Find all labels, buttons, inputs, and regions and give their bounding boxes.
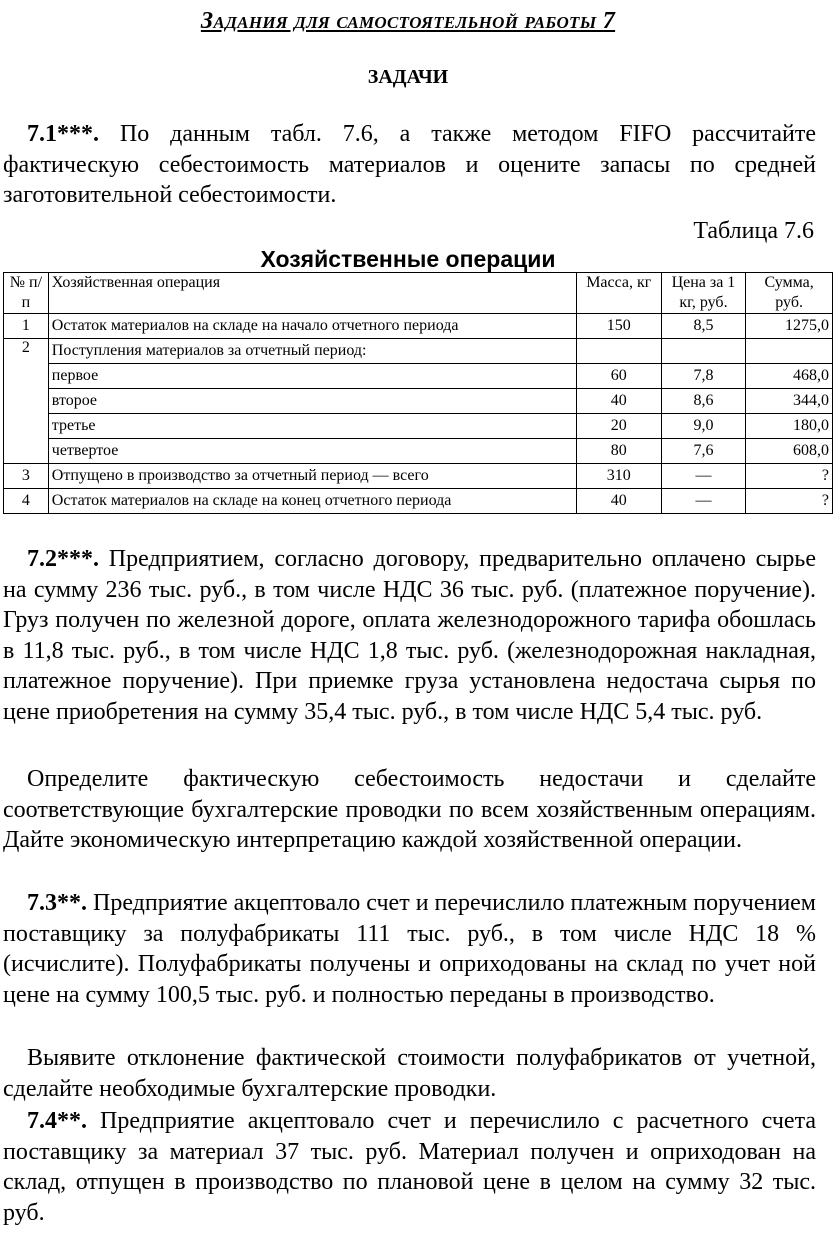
task-7-3-question: Выявите отклонение фактической стоимости полуфабрикатов от учетной, сделайте необходимые бухгалтерские проводки. (3, 1045, 816, 1102)
cell-price (661, 339, 746, 364)
cell-sum: 1275,0 (746, 314, 833, 339)
task-7-2 (3, 544, 816, 727)
cell-price: 9,0 (661, 414, 746, 439)
header-operation: Хозяйственная операция (48, 273, 576, 314)
table-row (4, 414, 833, 439)
table-row (4, 439, 833, 464)
task-number: 7.4**. (27, 1108, 87, 1134)
operations-table (3, 272, 833, 514)
cell-sum: ? (746, 464, 833, 489)
cell-num: 2 (4, 339, 49, 464)
table-row (4, 314, 833, 339)
task-text: Предприятием, согласно договору, предварительно оплачено сырье на сумму 236 тыс. руб., в том числе НДС 36 тыс. руб. (платежное поручение). Груз получен по железной дороге, оплата железнодорожного тарифа обошлась в 11,8 тыс. руб., в том числе НДС 1,8 тыс. руб. (железнодорожная накладная, платежное поручение). При приемке груза установлена недостача сырья по цене приобретения на сумму 35,4 тыс. руб., в том числе НДС 5,4 тыс. руб. (3, 546, 816, 725)
task-text: Предприятие акцептовало счет и перечислило с расчетного счета поставщику за материал 37 тыс. руб. Материал получен и оприходован на склад, отпущен в производство по плановой цене в целом на сумму 32 тыс. руб. (3, 1108, 816, 1226)
task-text: Предприятие акцептовало счет и перечислило платежным поручением поставщику за полуфабрикаты 111 тыс. руб., в том числе НДС 18 % (исчислите). Полуфабрикаты получены и оприходованы на склад по учет ной цене на сумму 100,5 тыс. руб. и полностью переданы в производство. (3, 890, 816, 1008)
table-title: Хозяйственные операции (260, 246, 556, 272)
cell-price: 8,5 (661, 314, 746, 339)
cell-operation: третье (48, 414, 576, 439)
header-num: № п/п (4, 273, 49, 314)
cell-mass: 60 (576, 364, 661, 389)
task-number: 7.3**. (27, 890, 87, 916)
task-7-1 (3, 119, 816, 211)
cell-mass: 40 (576, 389, 661, 414)
header-price: Цена за 1 кг, руб. (661, 273, 746, 314)
task-number: 7.2***. (27, 546, 99, 572)
cell-sum: ? (746, 489, 833, 514)
cell-price: 7,6 (661, 439, 746, 464)
cell-price: 8,6 (661, 389, 746, 414)
cell-sum (746, 339, 833, 364)
cell-mass: 150 (576, 314, 661, 339)
header-mass: Масса, кг (576, 273, 661, 314)
cell-operation: Отпущено в производство за отчетный период — всего (48, 464, 576, 489)
cell-mass: 20 (576, 414, 661, 439)
header-sum: Сумма, руб. (746, 273, 833, 314)
task-7-4 (3, 1106, 816, 1228)
task-7-2-question: Определите фактическую себестоимость недостачи и сделайте соответствующие бухгалтерские проводки по всем хозяйственным операциям. Дайте экономическую интерпретацию каждой хозяйственной операции. (3, 766, 816, 853)
cell-mass (576, 339, 661, 364)
cell-sum: 608,0 (746, 439, 833, 464)
cell-mass: 310 (576, 464, 661, 489)
cell-price: 7,8 (661, 364, 746, 389)
cell-mass: 40 (576, 489, 661, 514)
table-row (4, 364, 833, 389)
cell-mass: 80 (576, 439, 661, 464)
cell-num: 4 (4, 489, 49, 514)
cell-price: — (661, 489, 746, 514)
section-heading: ЗАДАЧИ (367, 66, 449, 88)
table-row (4, 389, 833, 414)
table-caption: Таблица 7.6 (693, 218, 814, 244)
page-title: Задания для самостоятельной работы 7 (200, 8, 616, 34)
cell-operation: Поступления материалов за отчетный период: (48, 339, 576, 364)
cell-sum: 180,0 (746, 414, 833, 439)
cell-num: 3 (4, 464, 49, 489)
cell-operation: четвертое (48, 439, 576, 464)
task-text: По данным табл. 7.6, а также методом FIFO рассчитайте фактическую себестоимость материалов и оцените запасы по средней заготовительной себестоимости. (3, 121, 816, 208)
cell-operation: Остаток материалов на складе на конец отчетного периода (48, 489, 576, 514)
cell-operation: второе (48, 389, 576, 414)
cell-sum: 344,0 (746, 389, 833, 414)
cell-num: 1 (4, 314, 49, 339)
cell-sum: 468,0 (746, 364, 833, 389)
cell-price: — (661, 464, 746, 489)
cell-operation: первое (48, 364, 576, 389)
table-header-row (4, 273, 833, 314)
task-number: 7.1***. (27, 121, 99, 147)
cell-operation: Остаток материалов на складе на начало отчетного периода (48, 314, 576, 339)
table-row (4, 339, 833, 364)
task-7-3 (3, 888, 816, 1010)
table-row (4, 464, 833, 489)
table-row (4, 489, 833, 514)
